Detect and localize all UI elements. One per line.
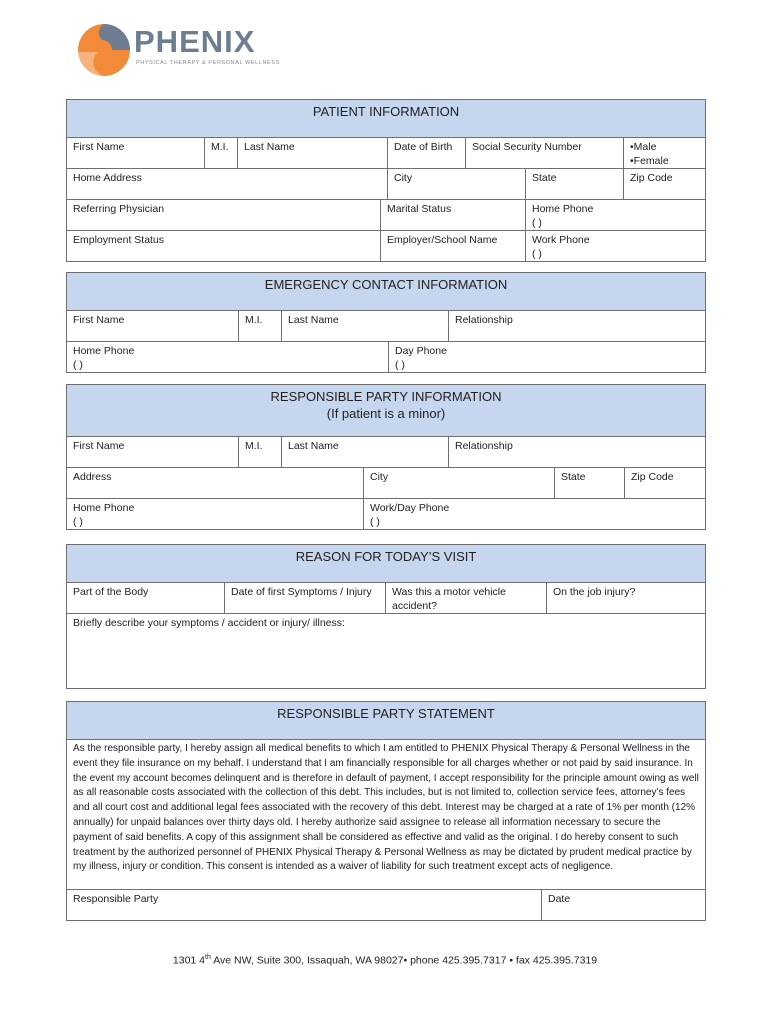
- responsible-city-field[interactable]: City: [364, 468, 555, 499]
- patient-ssn-field[interactable]: Social Security Number: [466, 138, 624, 169]
- responsible-party-signature-field[interactable]: Responsible Party: [67, 890, 542, 921]
- reason-for-visit-title: REASON FOR TODAY’S VISIT: [67, 545, 706, 583]
- responsible-home-phone-field[interactable]: Home Phone ( ): [67, 499, 364, 530]
- phone-area-code: ( ): [395, 359, 405, 371]
- visit-job-injury-field[interactable]: On the job injury?: [547, 583, 706, 614]
- emergency-day-phone-field[interactable]: Day Phone ( ): [389, 342, 706, 373]
- patient-information-title: PATIENT INFORMATION: [67, 100, 706, 138]
- phenix-logo-mark-icon: [76, 22, 132, 78]
- reason-for-visit-section: [66, 544, 706, 689]
- emergency-contact-title: EMERGENCY CONTACT INFORMATION: [67, 273, 706, 311]
- responsible-party-subtitle: (If patient is a minor): [326, 406, 446, 421]
- phone-area-code: ( ): [370, 516, 380, 528]
- footer-address: 1301 4th Ave NW, Suite 300, Issaquah, WA 98027• phone 425.395.7317 • fax 425.395.7319: [172, 954, 598, 967]
- responsible-party-information-section: [66, 384, 706, 530]
- patient-mi-field[interactable]: M.I.: [205, 138, 238, 169]
- patient-dob-field[interactable]: Date of Birth: [388, 138, 466, 169]
- phone-area-code: ( ): [532, 217, 542, 229]
- phone-area-code: ( ): [73, 359, 83, 371]
- emergency-first-name-field[interactable]: First Name: [67, 311, 239, 342]
- sex-option-female[interactable]: •Female: [630, 155, 669, 167]
- phenix-logo: [76, 22, 280, 78]
- patient-employment-status-field[interactable]: Employment Status: [67, 231, 381, 262]
- responsible-relationship-field[interactable]: Relationship: [449, 437, 706, 468]
- brand-tagline: PHYSICAL THERAPY & PERSONAL WELLNESS: [136, 60, 280, 66]
- phone-area-code: ( ): [73, 516, 83, 528]
- patient-home-address-field[interactable]: Home Address: [67, 169, 388, 200]
- patient-work-phone-field[interactable]: Work Phone ( ): [526, 231, 706, 262]
- emergency-relationship-field[interactable]: Relationship: [449, 311, 706, 342]
- patient-referring-physician-field[interactable]: Referring Physician: [67, 200, 381, 231]
- patient-sex-options[interactable]: [624, 138, 706, 169]
- emergency-contact-section: [66, 272, 706, 373]
- responsible-first-name-field[interactable]: First Name: [67, 437, 239, 468]
- responsible-work-phone-field[interactable]: Work/Day Phone ( ): [364, 499, 706, 530]
- patient-first-name-field[interactable]: First Name: [67, 138, 205, 169]
- patient-zip-field[interactable]: Zip Code: [624, 169, 706, 200]
- emergency-mi-field[interactable]: M.I.: [239, 311, 282, 342]
- visit-first-symptoms-field[interactable]: Date of first Symptoms / Injury: [225, 583, 386, 614]
- visit-body-part-field[interactable]: Part of the Body: [67, 583, 225, 614]
- responsible-party-statement-section: [66, 701, 706, 921]
- patient-employer-field[interactable]: Employer/School Name: [381, 231, 526, 262]
- responsible-zip-field[interactable]: Zip Code: [625, 468, 706, 499]
- patient-home-phone-field[interactable]: Home Phone ( ): [526, 200, 706, 231]
- visit-motor-vehicle-field[interactable]: Was this a motor vehicle accident?: [386, 583, 547, 614]
- patient-information-section: [66, 99, 706, 262]
- responsible-party-information-title: RESPONSIBLE PARTY INFORMATION (If patient is a minor): [67, 385, 706, 437]
- emergency-home-phone-field[interactable]: Home Phone ( ): [67, 342, 389, 373]
- responsible-state-field[interactable]: State: [555, 468, 625, 499]
- patient-state-field[interactable]: State: [526, 169, 624, 200]
- statement-text: As the responsible party, I hereby assign all medical benefits to which I am entitled to PHENIX Physical Therapy & Personal Wellness in the event they file insurance on my behalf. I understand that I am financially responsible for all charges whether or not paid by said insurance. In the event my account becomes delinquent and is therefore in default of payment, I accept responsibility for the principle amount owing as well as all reasonable costs associated with the collection of this debt. This includes, but is not limited to, collection service fees, attorney’s fees and all court cost and additional legal fees associated with the recovery of this debt. Interest may be charged at a rate of 1% per month (12% annually) for unpaid balances over thirty days old. I hereby authorize said assignee to release all information necessary to secure the payment of said benefits. A copy of this assignment shall be considered as effective and valid as the original. I do hereby consent to such treatment by the authorized personnel of PHENIX Physical Therapy & Personal Wellness as may be dictated by prudent medical practice by my illness, injury or condition. This consent is intended as a waiver of liability for such treatment except acts of negligence.: [67, 740, 706, 890]
- phone-area-code: ( ): [532, 248, 542, 260]
- signature-date-field[interactable]: Date: [542, 890, 706, 921]
- responsible-party-statement-title: RESPONSIBLE PARTY STATEMENT: [67, 702, 706, 740]
- responsible-last-name-field[interactable]: Last Name: [282, 437, 449, 468]
- responsible-mi-field[interactable]: M.I.: [239, 437, 282, 468]
- patient-marital-status-field[interactable]: Marital Status: [381, 200, 526, 231]
- responsible-address-field[interactable]: Address: [67, 468, 364, 499]
- visit-description-field[interactable]: Briefly describe your symptoms / accident or injury/ illness:: [67, 614, 706, 689]
- brand-name: PHENIX: [134, 24, 256, 59]
- patient-city-field[interactable]: City: [388, 169, 526, 200]
- sex-option-male[interactable]: •Male: [630, 141, 657, 153]
- emergency-last-name-field[interactable]: Last Name: [282, 311, 449, 342]
- patient-last-name-field[interactable]: Last Name: [238, 138, 388, 169]
